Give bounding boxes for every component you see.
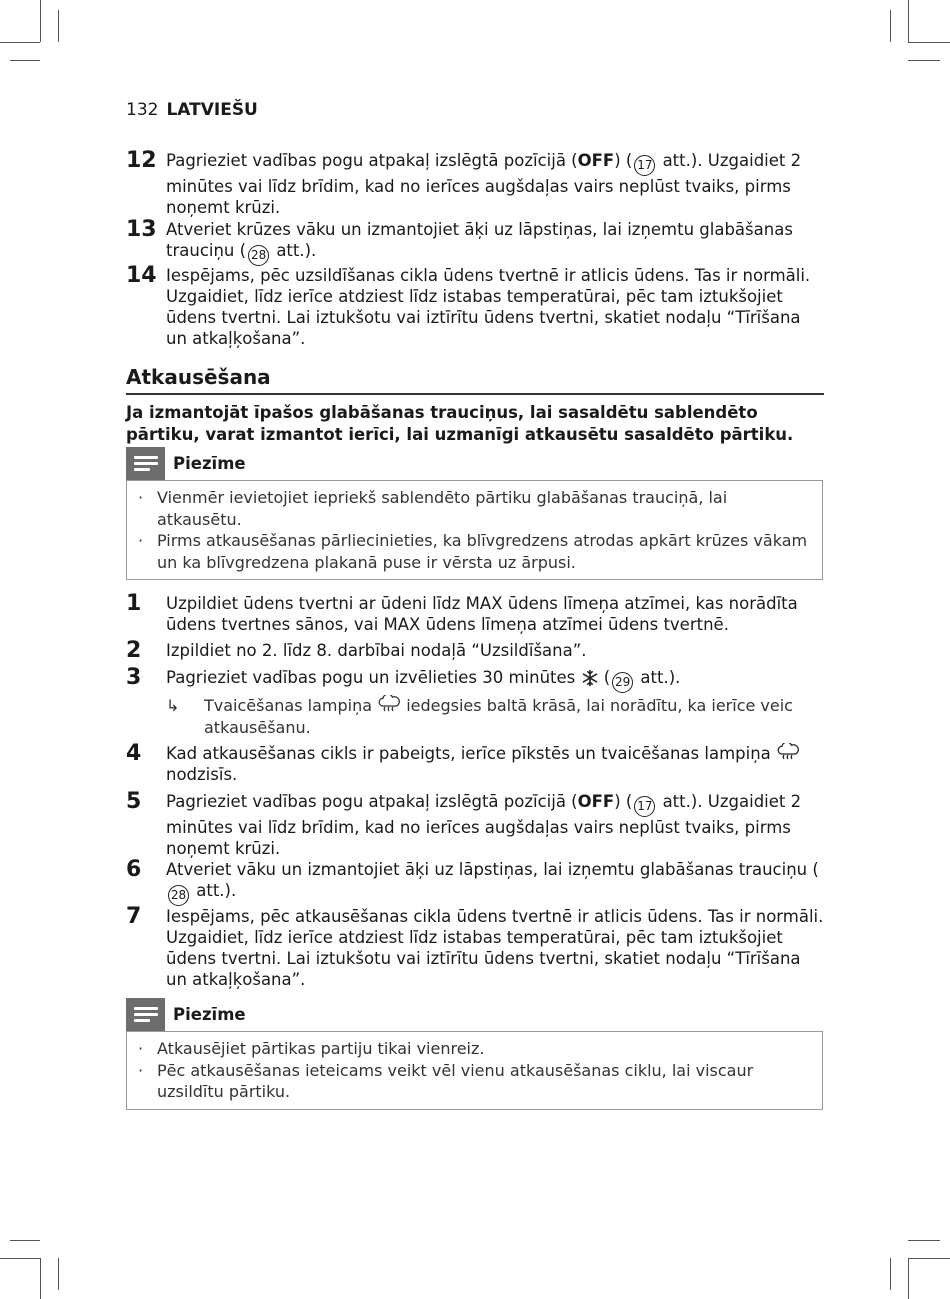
step-number: 14 <box>126 263 157 288</box>
crop-mark <box>908 42 950 43</box>
page-header <box>126 100 258 120</box>
steam-cloud-icon <box>377 695 401 715</box>
step-3-result: ↳ Tvaicēšanas lampiņa iedegsies baltā krāsā, lai norādītu, ka ierīce veic atkausēšanu. <box>166 696 793 737</box>
step-number: 4 <box>126 741 142 766</box>
note-item: · Pēc atkausēšanas ieteicams veikt vēl vienu atkausēšanas ciklu, lai viscaur uzsildītu pārtiku. <box>138 1060 754 1101</box>
note-lines-icon <box>126 998 165 1031</box>
step-text: Pagrieziet vadības pogu un izvēlieties 30 minūtes ( 29 att.). <box>166 667 826 693</box>
figure-ref: 28 <box>168 885 189 906</box>
step-text: Izpildiet no 2. līdz 8. darbībai nodaļā “Uzsildīšana”. <box>166 641 587 660</box>
note-label: Piezīme <box>173 454 246 473</box>
step-text: Iespējams, pēc atkausēšanas cikla ūdens tvertnē ir atlicis ūdens. Tas ir normāli. Uzgaidiet, līdz ierīce atdziest līdz istabas temperatūrai, pēc tam iztukšojiet ūdens tvertni. Lai iztukšotu vai iztīrītu ūdens tvertni, skatiet nodaļu “Tīrīšana un atkaļķošana”. <box>166 907 824 989</box>
crop-mark <box>908 60 940 61</box>
crop-mark <box>10 60 40 61</box>
crop-mark <box>908 1258 909 1299</box>
figure-ref: 28 <box>248 245 269 266</box>
crop-mark <box>908 1258 950 1259</box>
figure-ref: 17 <box>634 796 655 817</box>
steam-cloud-icon <box>776 743 800 763</box>
crop-mark <box>58 1258 59 1290</box>
note-content <box>126 480 823 580</box>
crop-mark <box>890 10 891 42</box>
crop-mark <box>58 10 59 42</box>
crop-mark <box>0 42 40 43</box>
step-text: Atveriet krūzes vāku un izmantojiet āķi uz lāpstiņas, lai izņemtu glabāšanas trauciņu ( 28 att.). <box>166 219 826 266</box>
step-number: 12 <box>126 148 157 173</box>
step-number: 1 <box>126 591 142 616</box>
note-item: · Pirms atkausēšanas pārliecinieties, ka blīvgredzens atrodas apkārt krūzes vākam un ka blīvgredzena plakanā puse ir vērsta uz ārpusi. <box>138 531 808 572</box>
step-number: 13 <box>126 217 157 242</box>
language-label: LATVIEŠU <box>166 100 258 120</box>
crop-mark <box>40 1258 41 1299</box>
step-text: Kad atkausēšanas cikls ir pabeigts, ierīce pīkstēs un tvaicēšanas lampiņa nodzisīs. <box>166 743 826 785</box>
crop-mark <box>908 1240 940 1241</box>
note-label: Piezīme <box>173 1005 246 1024</box>
section-intro: Ja izmantojāt īpašos glabāšanas trauciņus, lai sasaldētu sablendēto pārtiku, varat izmantot ierīci, lai uzmanīgi atkausētu sasaldēto pārtiku. <box>126 403 794 444</box>
note-box <box>126 447 823 580</box>
step-number: 2 <box>126 638 142 663</box>
step-number: 3 <box>126 665 142 690</box>
step-text: Uzpildiet ūdens tvertni ar ūdeni līdz MAX ūdens līmeņa atzīmei, kas norādīta ūdens tvertnes sānos, vai MAX ūdens līmeņa atzīmei ūdens tvertnē. <box>166 594 798 634</box>
crop-mark <box>908 0 909 42</box>
section-divider <box>126 393 824 395</box>
page-number: 132 <box>126 100 159 120</box>
note-box <box>126 998 823 1110</box>
note-content <box>126 1031 823 1110</box>
step-number: 7 <box>126 904 142 929</box>
crop-mark <box>890 1258 891 1290</box>
step-text: Pagrieziet vadības pogu atpakaļ izslēgtā pozīcijā (OFF) ( 17 att.). Uzgaidiet 2 minūtes vai līdz brīdim, kad no ierīces augšdaļas vairs neplūst tvaiks, pirms noņemt krūzi. <box>166 151 802 217</box>
snowflake-icon <box>581 669 599 687</box>
note-item: · Vienmēr ievietojiet iepriekš sablendēto pārtiku glabāšanas trauciņā, lai atkausētu. <box>138 488 728 529</box>
note-lines-icon <box>126 447 165 480</box>
step-number: 5 <box>126 789 142 814</box>
step-text: Pagrieziet vadības pogu atpakaļ izslēgtā pozīcijā (OFF) ( 17 att.). Uzgaidiet 2 minūtes vai līdz brīdim, kad no ierīces augšdaļas vairs neplūst tvaiks, pirms noņemt krūzi. <box>166 792 802 858</box>
crop-mark <box>10 1240 40 1241</box>
figure-ref: 29 <box>612 672 633 693</box>
step-text: Atveriet vāku un izmantojiet āķi uz lāpstiņas, lai izņemtu glabāšanas trauciņu (28 att.). <box>166 859 826 906</box>
crop-mark <box>0 1258 40 1259</box>
section-title: Atkausēšana <box>126 365 271 389</box>
step-text: Iespējams, pēc uzsildīšanas cikla ūdens tvertnē ir atlicis ūdens. Tas ir normāli. Uzgaidiet, līdz ierīce atdziest līdz istabas temperatūrai, pēc tam iztukšojiet ūdens tvertni. Lai iztukšotu vai iztīrītu ūdens tvertni, skatiet nodaļu “Tīrīšana un atkaļķošana”. <box>166 266 811 348</box>
note-item: · Atkausējiet pārtikas partiju tikai vienreiz. <box>138 1039 485 1058</box>
result-arrow-icon: ↳ <box>166 696 180 715</box>
figure-ref: 17 <box>634 155 655 176</box>
crop-mark <box>40 0 41 42</box>
step-number: 6 <box>126 857 142 882</box>
